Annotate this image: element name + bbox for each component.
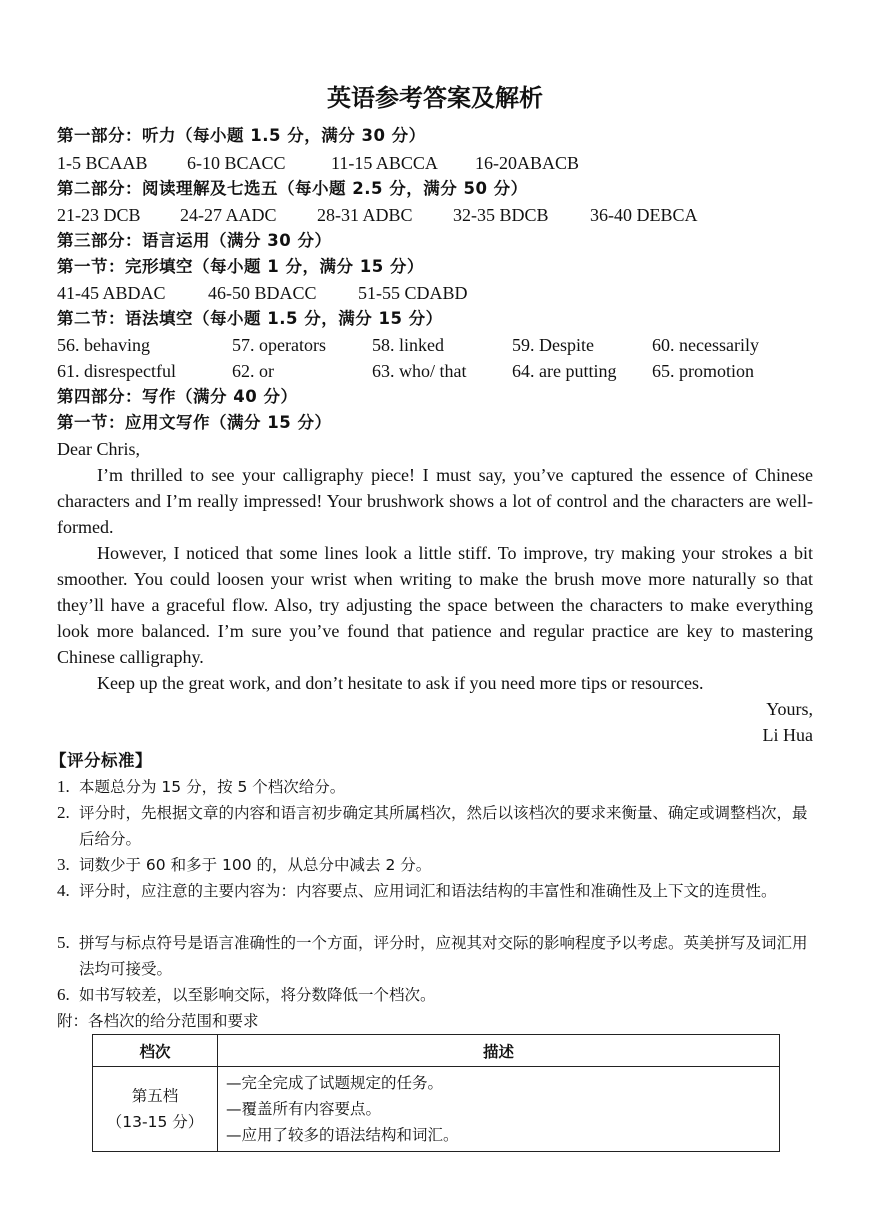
answer-group: 32-35 BDCB — [453, 205, 549, 225]
criteria-item-number: 1. — [57, 777, 70, 796]
answer-group: 36-40 DEBCA — [590, 205, 698, 225]
criteria-item-number: 3. — [57, 855, 70, 874]
letter-paragraph: However, I noticed that some lines look a little stiff. To improve, try making your strokes a bit smoother. You could loosen your wrist when writing to make the brush move more naturally so that they’ll have a graceful flow. Also, try adjusting the space between the characters to make everything look more balanced. I’m sure you’ve found that patience and regular practice are key to mastering Chinese calligraphy. — [57, 543, 813, 667]
part4-heading: 第四部分：写作（满分 40 分） — [57, 387, 298, 406]
criteria-item-number: 5. — [57, 933, 70, 952]
grammar-answer: 57. operators — [232, 335, 326, 355]
letter-paragraph: Keep up the great work, and don’t hesitate to ask if you need more tips or resources. — [97, 673, 704, 693]
criteria-item-number: 6. — [57, 985, 70, 1004]
criteria-item-text: 拼写与标点符号是语言准确性的一个方面，评分时，应视其对交际的影响程度予以考虑。英美拼写及词汇用法均可接受。 — [79, 934, 808, 978]
criteria-item-text: 如书写较差，以至影响交际，将分数降低一个档次。 — [79, 986, 436, 1004]
part3-section1-heading: 第一节：完形填空（每小题 1 分，满分 15 分） — [57, 257, 424, 276]
criteria-item-text: 本题总分为 15 分，按 5 个档次给分。 — [79, 778, 346, 796]
answer-group: 16-20ABACB — [475, 153, 580, 173]
grammar-answer: 65. promotion — [652, 361, 754, 381]
answer-group: 1-5 BCAAB — [57, 153, 148, 173]
description-line: —完全完成了试题规定的任务。 — [226, 1074, 444, 1092]
criteria-item — [57, 878, 817, 904]
grammar-answer: 64. are putting — [512, 361, 617, 381]
criteria-heading: 【评分标准】 — [50, 751, 152, 770]
answer-group: 51-55 CDABD — [358, 283, 468, 303]
criteria-item — [57, 930, 817, 982]
letter-paragraph: I’m thrilled to see your calligraphy piece! I must say, you’ve captured the essence of Chinese characters and I’m really impressed! Your brushwork shows a lot of control and the characters are well-formed. — [57, 465, 813, 537]
answer-group: 11-15 ABCCA — [331, 153, 438, 173]
criteria-item — [57, 800, 817, 852]
header-description: 描述 — [218, 1035, 780, 1067]
answer-group: 28-31 ADBC — [317, 205, 413, 225]
answer-group: 24-27 AADC — [180, 205, 277, 225]
level-range: （13-15 分） — [106, 1113, 204, 1131]
letter-signature: Li Hua — [762, 725, 813, 745]
level-cell — [93, 1067, 218, 1152]
criteria-item — [57, 852, 817, 878]
part3-heading: 第三部分：语言运用（满分 30 分） — [57, 231, 332, 250]
grammar-answer: 63. who/ that — [372, 361, 467, 381]
criteria-item-text: 评分时，先根据文章的内容和语言初步确定其所属档次，然后以该档次的要求来衡量、确定或调整档次，最后给分。 — [79, 804, 808, 848]
grammar-answer: 61. disrespectful — [57, 361, 176, 381]
part4-section1-heading: 第一节：应用文写作（满分 15 分） — [57, 413, 332, 432]
letter-greeting: Dear Chris, — [57, 439, 140, 459]
criteria-item-text: 评分时，应注意的主要内容为：内容要点、应用词汇和语法结构的丰富性和准确性及上下文的连贯性。 — [79, 882, 777, 900]
criteria-item-number: 4. — [57, 881, 70, 900]
answer-group: 6-10 BCACC — [187, 153, 286, 173]
score-table — [92, 1034, 780, 1152]
criteria-item — [57, 982, 817, 1008]
header-level: 档次 — [93, 1035, 218, 1067]
grammar-answer: 60. necessarily — [652, 335, 759, 355]
score-table-header-row — [93, 1035, 780, 1067]
page-title: 英语参考答案及解析 — [327, 84, 543, 112]
description-line: —应用了较多的语法结构和词汇。 — [226, 1126, 459, 1144]
answer-group: 41-45 ABDAC — [57, 283, 166, 303]
criteria-item — [57, 774, 817, 800]
part2-heading: 第二部分：阅读理解及七选五（每小题 2.5 分，满分 50 分） — [57, 179, 528, 198]
grammar-answer: 59. Despite — [512, 335, 594, 355]
letter-closing: Yours, — [766, 699, 813, 719]
part1-heading: 第一部分：听力（每小题 1.5 分，满分 30 分） — [57, 126, 426, 145]
description-line: —覆盖所有内容要点。 — [226, 1100, 382, 1118]
part3-section2-heading: 第二节：语法填空（每小题 1.5 分，满分 15 分） — [57, 309, 443, 328]
answer-group: 21-23 DCB — [57, 205, 141, 225]
criteria-appendix: 附：各档次的给分范围和要求 — [57, 1012, 259, 1030]
grammar-answer: 62. or — [232, 361, 274, 381]
criteria-item-text: 词数少于 60 和多于 100 的，从总分中减去 2 分。 — [79, 856, 432, 874]
description-cell — [218, 1067, 780, 1152]
criteria-item-number: 2. — [57, 803, 70, 822]
score-table-row — [93, 1067, 780, 1152]
level-name: 第五档 — [131, 1087, 179, 1105]
grammar-answer: 56. behaving — [57, 335, 150, 355]
answer-group: 46-50 BDACC — [208, 283, 317, 303]
grammar-answer: 58. linked — [372, 335, 444, 355]
